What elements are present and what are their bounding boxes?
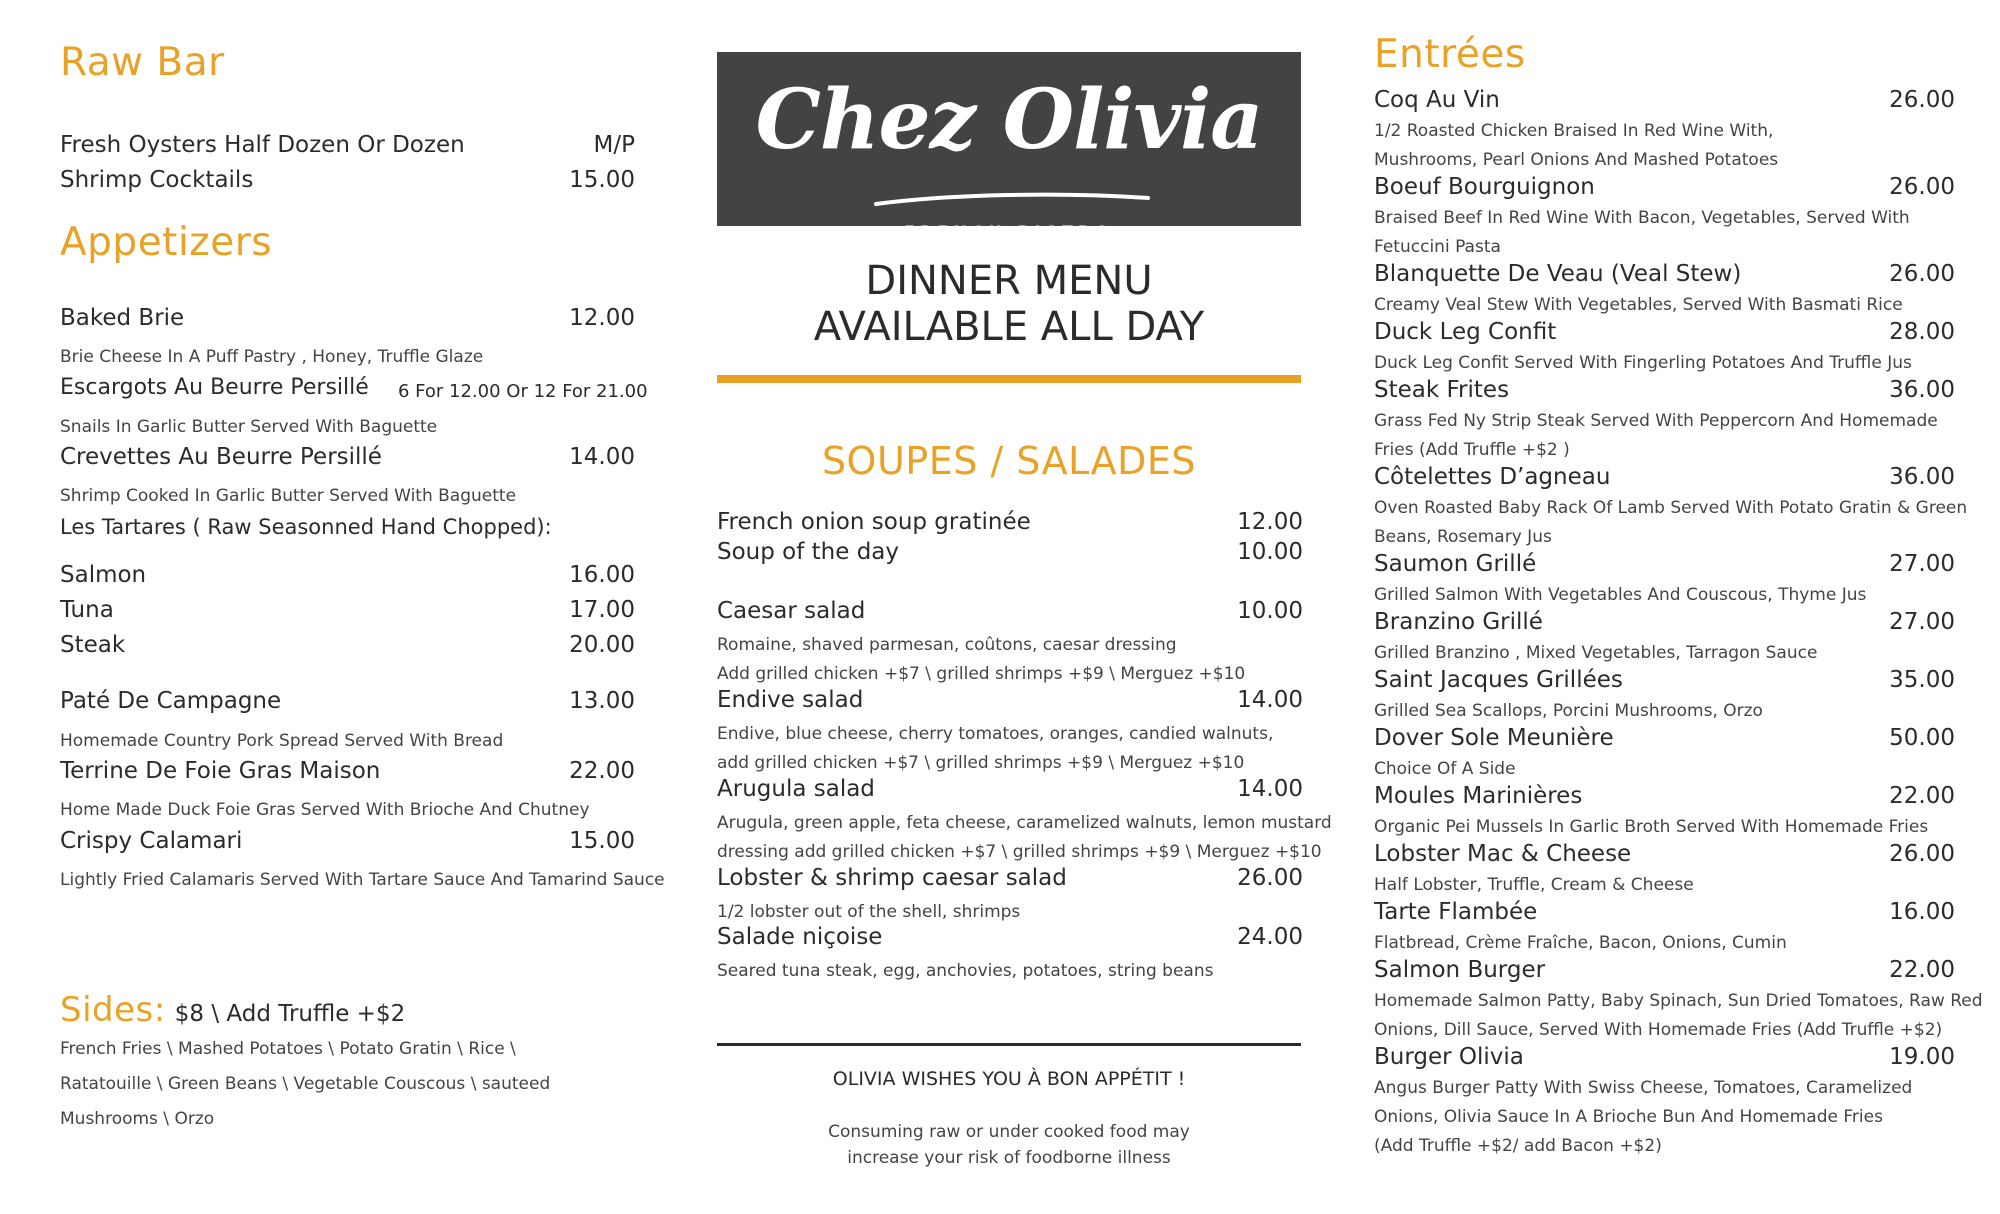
entree-price: 26.00: [1889, 87, 1955, 113]
menu-item-description: Endive, blue cheese, cherry tomatoes, oranges, candied walnuts,: [717, 724, 1274, 744]
menu-item-price: 15.00: [569, 828, 635, 854]
entree-price: 19.00: [1889, 1044, 1955, 1070]
entree-description: (Add Truffle +$2/ add Bacon +$2): [1374, 1136, 1662, 1156]
logo-swash: [872, 190, 1152, 210]
entree-description: 1/2 Roasted Chicken Braised In Red Wine With,: [1374, 121, 1774, 141]
entree-name: Lobster Mac & Cheese: [1374, 841, 1632, 867]
entree-description: Beans, Rosemary Jus: [1374, 527, 1552, 547]
menu-item-description: Home Made Duck Foie Gras Served With Brioche And Chutney: [60, 800, 590, 820]
menu-item-price: 14.00: [1237, 687, 1303, 713]
menu-item-price: 14.00: [569, 444, 635, 470]
menu-item-price: M/P: [593, 132, 635, 158]
entree-price: 36.00: [1889, 377, 1955, 403]
menu-item-name: Salade niçoise: [717, 924, 883, 950]
menu-item-description: Brie Cheese In A Puff Pastry , Honey, Truffle Glaze: [60, 347, 484, 367]
menu-item-description: add grilled chicken +$7 \ grilled shrimps +$9 \ Merguez +$10: [717, 753, 1245, 773]
entree-price: 22.00: [1889, 783, 1955, 809]
logo-banner: [717, 52, 1301, 241]
menu-item-name: Arugula salad: [717, 776, 875, 802]
sides-title: Sides:: [60, 990, 166, 1030]
entree-name: Burger Olivia: [1374, 1044, 1524, 1070]
menu-item-name: Caesar salad: [717, 598, 866, 624]
menu-item-name: Fresh Oysters Half Dozen Or Dozen: [60, 132, 465, 158]
menu-item-name: Escargots Au Beurre Persillé: [60, 375, 369, 400]
menu-item-name: Crispy Calamari: [60, 828, 243, 854]
entree-price: 22.00: [1889, 957, 1955, 983]
menu-item-description: 1/2 lobster out of the shell, shrimps: [717, 902, 1021, 922]
brand-logo: Chez Olivia: [755, 72, 1263, 168]
entree-name: Blanquette De Veau (Veal Stew): [1374, 261, 1742, 287]
menu-item-name: Steak: [60, 632, 126, 658]
entree-name: Boeuf Bourguignon: [1374, 174, 1595, 200]
entree-name: Saint Jacques Grillées: [1374, 667, 1623, 693]
raw-bar-heading: Raw Bar: [60, 40, 225, 85]
sides-heading: [60, 990, 405, 1030]
menu-item-description: Romaine, shaved parmesan, coûtons, caesar dressing: [717, 635, 1177, 655]
menu-item-name: Crevettes Au Beurre Persillé: [60, 444, 382, 470]
entree-name: Steak Frites: [1374, 377, 1510, 403]
bon-appetit-message: OLIVIA WISHES YOU À BON APPÉTIT !: [832, 1068, 1186, 1090]
entree-name: Dover Sole Meunière: [1374, 725, 1614, 751]
entree-name: Salmon Burger: [1374, 957, 1546, 983]
entree-description: Flatbread, Crème Fraîche, Bacon, Onions, Cumin: [1374, 933, 1787, 953]
menu-item-name: French onion soup gratinée: [717, 509, 1031, 535]
menu-item-price: 24.00: [1237, 924, 1303, 950]
entree-description: Oven Roasted Baby Rack Of Lamb Served With Potato Gratin & Green: [1374, 498, 1968, 518]
entree-name: Branzino Grillé: [1374, 609, 1543, 635]
menu-item-name: Salmon: [60, 562, 147, 588]
menu-item-name: Paté De Campagne: [60, 688, 282, 714]
entree-name: Saumon Grillé: [1374, 551, 1537, 577]
menu-item-description: Homemade Country Pork Spread Served With Bread: [60, 731, 504, 751]
entree-price: 26.00: [1889, 174, 1955, 200]
food-warning-line: Consuming raw or under cooked food may: [828, 1122, 1190, 1142]
menu-item-price: 14.00: [1237, 776, 1303, 802]
menu-item-name: Soup of the day: [717, 539, 900, 565]
menu-item-description: Add grilled chicken +$7 \ grilled shrimps +$9 \ Merguez +$10: [717, 664, 1246, 684]
menu-item-price: 26.00: [1237, 865, 1303, 891]
menu-item-name: Endive salad: [717, 687, 864, 713]
menu-item-description: dressing add grilled chicken +$7 \ grilled shrimps +$9 \ Merguez +$10: [717, 842, 1322, 862]
entree-description: Fetuccini Pasta: [1374, 237, 1501, 257]
entree-description: Grilled Branzino , Mixed Vegetables, Tarragon Sauce: [1374, 643, 1818, 663]
entrees-heading: Entrées: [1374, 32, 1526, 77]
entree-price: 27.00: [1889, 609, 1955, 635]
header-divider: [717, 375, 1301, 383]
entree-description: Grass Fed Ny Strip Steak Served With Peppercorn And Homemade: [1374, 411, 1938, 431]
menu-item-price: 15.00: [569, 167, 635, 193]
menu-item-price: 20.00: [569, 632, 635, 658]
entree-price: 16.00: [1889, 899, 1955, 925]
entree-description: Grilled Salmon With Vegetables And Couscous, Thyme Jus: [1374, 585, 1867, 605]
menu-item-price: 12.00: [569, 305, 635, 331]
menu-item-price: 12.00: [1237, 509, 1303, 535]
entree-description: Homemade Salmon Patty, Baby Spinach, Sun Dried Tomatoes, Raw Red: [1374, 991, 1983, 1011]
entree-description: Choice Of A Side: [1374, 759, 1516, 779]
footer-divider: [717, 1043, 1301, 1046]
entree-price: 26.00: [1889, 261, 1955, 287]
entree-description: Onions, Olivia Sauce In A Brioche Bun And Homemade Fries: [1374, 1107, 1883, 1127]
menu-item-description: Arugula, green apple, feta cheese, caramelized walnuts, lemon mustard: [717, 813, 1332, 833]
appetizers-heading: Appetizers: [60, 220, 273, 265]
menu-item-price: 13.00: [569, 688, 635, 714]
entree-price: 35.00: [1889, 667, 1955, 693]
entree-name: Duck Leg Confit: [1374, 319, 1557, 345]
tartares-label: Les Tartares ( Raw Seasonned Hand Chopped):: [60, 515, 552, 539]
entree-description: Half Lobster, Truffle, Cream & Cheese: [1374, 875, 1694, 895]
soupes-heading: SOUPES / SALADES: [821, 439, 1197, 483]
entree-description: Duck Leg Confit Served With Fingerling Potatoes And Truffle Jus: [1374, 353, 1912, 373]
entree-price: 28.00: [1889, 319, 1955, 345]
entree-name: Coq Au Vin: [1374, 87, 1500, 113]
entree-description: Mushrooms, Pearl Onions And Mashed Potatoes: [1374, 150, 1779, 170]
menu-item-name: Tuna: [60, 597, 114, 623]
menu-item-price: 6 For 12.00 Or 12 For 21.00: [398, 381, 648, 402]
menu-header-line1: DINNER MENU: [865, 258, 1153, 304]
entree-description: Grilled Sea Scallops, Porcini Mushrooms, Orzo: [1374, 701, 1763, 721]
menu-item-name: Shrimp Cocktails: [60, 167, 254, 193]
entree-price: 27.00: [1889, 551, 1955, 577]
entree-description: Fries (Add Truffle +$2 ): [1374, 440, 1570, 460]
menu-item-price: 16.00: [569, 562, 635, 588]
entree-name: Moules Marinières: [1374, 783, 1583, 809]
brand-subtitle: FRENCH BISTRO: [904, 222, 1114, 241]
entree-price: 26.00: [1889, 841, 1955, 867]
sides-price-note: $8 \ Add Truffle +$2: [174, 1001, 406, 1027]
menu-item-description: Seared tuna steak, egg, anchovies, potatoes, string beans: [717, 961, 1214, 981]
food-warning-line: increase your risk of foodborne illness: [847, 1148, 1171, 1168]
entree-name: Côtelettes D’agneau: [1374, 464, 1611, 490]
sides-line: French Fries \ Mashed Potatoes \ Potato Gratin \ Rice \: [60, 1039, 516, 1059]
entree-price: 36.00: [1889, 464, 1955, 490]
menu-item-price: 17.00: [569, 597, 635, 623]
menu-item-price: 10.00: [1237, 539, 1303, 565]
sides-line: Ratatouille \ Green Beans \ Vegetable Couscous \ sauteed: [60, 1074, 551, 1094]
entree-description: Onions, Dill Sauce, Served With Homemade Fries (Add Truffle +$2): [1374, 1020, 1943, 1040]
entree-description: Angus Burger Patty With Swiss Cheese, Tomatoes, Caramelized: [1374, 1078, 1913, 1098]
sides-line: Mushrooms \ Orzo: [60, 1109, 215, 1129]
menu-item-description: Lightly Fried Calamaris Served With Tartare Sauce And Tamarind Sauce: [60, 870, 665, 890]
menu-item-price: 22.00: [569, 758, 635, 784]
menu-item-price: 10.00: [1237, 598, 1303, 624]
menu-item-name: Baked Brie: [60, 305, 185, 331]
entree-description: Braised Beef In Red Wine With Bacon, Vegetables, Served With: [1374, 208, 1910, 228]
entree-description: Organic Pei Mussels In Garlic Broth Served With Homemade Fries: [1374, 817, 1929, 837]
menu-item-description: Shrimp Cooked In Garlic Butter Served With Baguette: [60, 486, 517, 506]
menu-item-name: Lobster & shrimp caesar salad: [717, 865, 1067, 891]
entree-price: 50.00: [1889, 725, 1955, 751]
menu-item-description: Snails In Garlic Butter Served With Baguette: [60, 417, 438, 437]
entree-name: Tarte Flambée: [1374, 899, 1538, 925]
entree-description: Creamy Veal Stew With Vegetables, Served With Basmati Rice: [1374, 295, 1903, 315]
menu-item-name: Terrine De Foie Gras Maison: [60, 758, 381, 784]
menu-header-line2: AVAILABLE ALL DAY: [813, 304, 1205, 350]
